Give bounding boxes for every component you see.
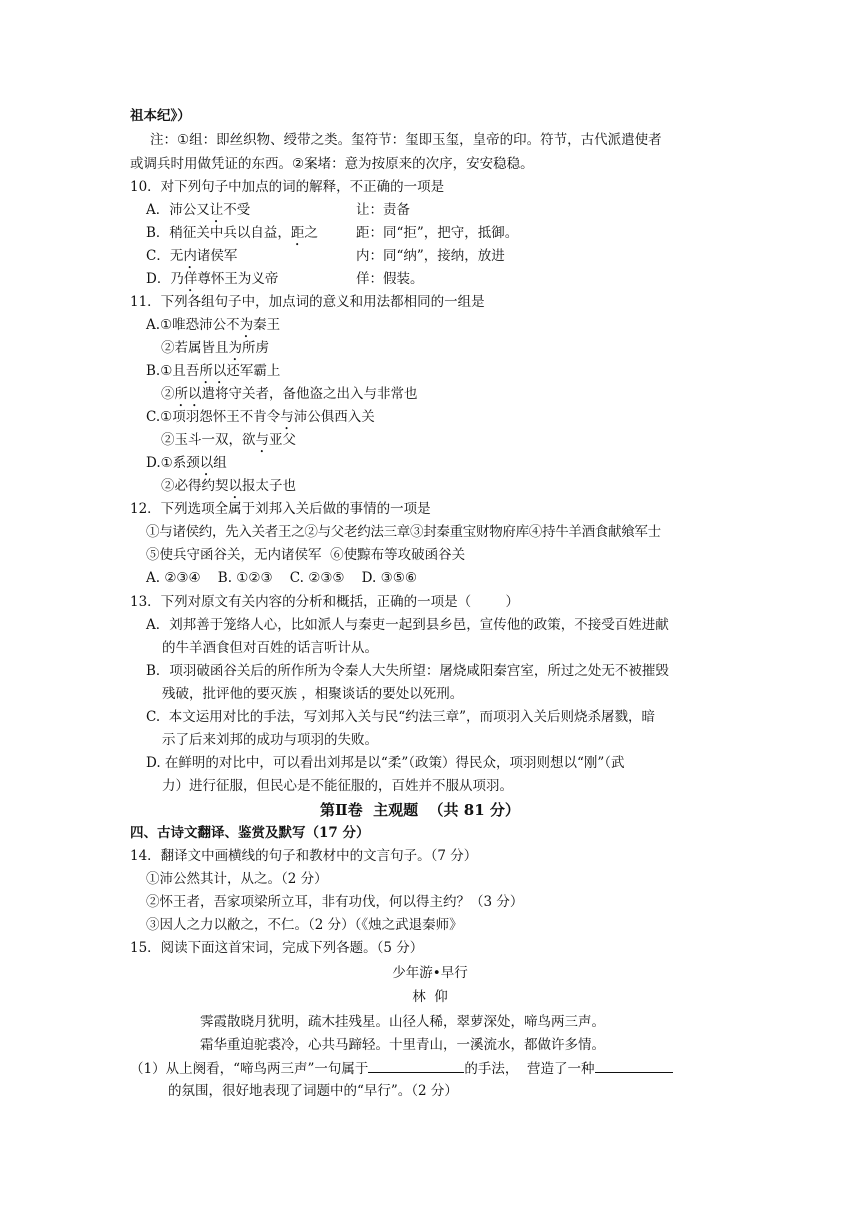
q14-sentence-1: ①沛公然其计，从之。（2 分） [146, 871, 328, 887]
part-4-title: 四、古诗文翻译、鉴赏及默写（17 分） [130, 825, 370, 841]
dotted-word: 与 [280, 409, 294, 425]
poem-line-1: 霁霞散晓月犹明，疏木挂残星。山径人稀，翠萝深处，啼鸟两三声。 [200, 1014, 605, 1030]
q12-stem: 12．下列选项全属于刘邦入关后做的事情的一项是 [130, 501, 431, 517]
q15-stem: 15．阅读下面这首宋词，完成下列各题。（5 分） [130, 940, 424, 956]
option-text: D．乃 [146, 271, 184, 287]
q13-c-line-1: C. 本文运用对比的手法，写刘邦入关与民“约法三章”，而项羽入关后则烧杀屠戮，暗 [146, 709, 656, 725]
sentence-text: ①项羽怨怀王不肯令 [160, 409, 281, 425]
sentence-text: ②必得约契 [161, 478, 229, 494]
q15-sub1-line-2: 的氛围，很好地表现了词题中的“早行”。（2 分） [168, 1083, 458, 1099]
dotted-word: 所以 [199, 363, 227, 379]
q10-stem: 10．对下列句子中加点的词的解释，不正确的一项是 [130, 179, 445, 195]
q10-gloss-d: 佯：假装。 [356, 271, 424, 287]
sentence-text: ①唯恐沛公不 [160, 317, 240, 333]
sentence-text: 所虏 [242, 340, 269, 356]
dotted-word: 内 [183, 248, 197, 264]
answer-blank-1[interactable] [368, 1058, 464, 1073]
q12-line-1: ①与诸侯约，先入关者王之②与父老约法三章③封秦重宝财物府库④持牛羊酒食献飨军士 [146, 524, 661, 540]
sentence-text: ①系颈 [160, 455, 200, 471]
sentence-text: ②若属皆且 [161, 340, 229, 356]
poem-title: 少年游•早行 [392, 965, 468, 981]
q10-gloss-c: 内：同“纳”，接纳，放进 [356, 248, 505, 264]
q13-d-line-2: 力）进行征服，但民心是不能征服的，百姓并不服从项羽。 [162, 778, 513, 794]
sentence-text: ①且吾 [160, 363, 200, 379]
sentence-text: 还军霸上 [226, 363, 281, 379]
poem-line-2: 霜华重迫驼裘冷，心共马蹄轻。十里青山，一溪流水，都做许多情。 [200, 1037, 605, 1053]
note-line-1: 注：①组：即丝织物、绶带之类。玺符节：玺即玉玺，皇帝的印。符节，古代派遣使者 [150, 132, 662, 148]
option-text: 之 [304, 225, 318, 241]
q13-c-line-2: 示了后来刘邦的成功与项羽的失败。 [162, 732, 378, 748]
dotted-word: 为 [239, 317, 254, 333]
dotted-word: 以 [199, 455, 214, 471]
q13-a-line-1: A．刘邦善于笼络人心，比如派人与秦吏一起到县乡邑，宣传他的政策，不接受百姓进献 [146, 617, 669, 633]
q10-gloss-b: 距：同“拒”，把守，抵御。 [356, 225, 519, 241]
sentence-text: 亚父 [269, 432, 296, 448]
q13-b-line-2: 残破，批评他的要灭族 ，相聚谈话的要处以死刑。 [162, 686, 464, 702]
dotted-word: 让 [209, 202, 224, 218]
option-text: 诸侯军 [196, 248, 238, 264]
q12-choices: A. ②③④ B. ①②③ C. ②③⑤ D. ③⑤⑥ [146, 570, 417, 586]
q13-stem: 13．下列对原文有关内容的分析和概括，正确的一项是（ ） [130, 594, 520, 610]
choice-letter: B. [146, 363, 161, 379]
dotted-word: 距 [290, 225, 305, 241]
header-tail: 祖本纪》） [130, 108, 191, 124]
option-text: C．无 [146, 248, 184, 264]
q13-d-line-1: D. 在鲜明的对比中，可以看出刘邦是以“柔”（政策）得民众，项羽则想以“刚”（武 [146, 755, 625, 771]
q14-stem: 14．翻译文中画横线的句子和教材中的文言句子。（7 分） [130, 848, 478, 864]
question-text: 的手法， 营造了一种 [464, 1061, 595, 1077]
q14-sentence-2: ②怀王者，吾家项梁所立耳，非有功伐，何以得主约？（3 分） [146, 894, 524, 910]
q15-sub1-line-1 [130, 1058, 673, 1079]
q12-line-2: ⑤使兵守函谷关，无内诸侯军 ⑥使黥布等攻破函谷关 [146, 547, 466, 563]
choice-letter: D. [146, 455, 161, 471]
q11-stem: 11．下列各组句子中，加点词的意义和用法都相同的一组是 [130, 294, 485, 310]
section-2-title: 第Ⅱ卷 主观题 （共 81 分） [320, 801, 520, 819]
sentence-text: 沛公俱西入关 [293, 409, 375, 425]
q13-a-line-2: 的牛羊酒食但对百姓的话言听计从。 [162, 640, 378, 656]
dotted-word: 以 [228, 478, 242, 494]
note-line-2: 或调兵时用做凭证的东西。②案堵：意为按原来的次序，安安稳稳。 [130, 156, 534, 172]
sentence-text: 遣将守关者，备他盗之出入与非常也 [201, 386, 418, 402]
dotted-word: 与 [255, 432, 269, 448]
dotted-word: 佯 [183, 271, 198, 287]
sentence-text: 秦王 [253, 317, 281, 333]
sentence-text: 报太子也 [242, 478, 296, 494]
dotted-word: 所以 [174, 386, 202, 402]
sentence-text: 组 [213, 455, 227, 471]
question-text: （1）从上阕看，“啼鸟两三声”一句属于 [130, 1061, 369, 1077]
option-text: B．稍征关中兵以自益， [146, 225, 291, 241]
answer-blank-2[interactable] [595, 1058, 673, 1073]
option-text: 不受 [223, 202, 251, 218]
q14-sentence-3: ③因人之力以敝之，不仁。（2 分）（《烛之武退秦师》 [146, 917, 463, 933]
poem-author: 林 仰 [412, 989, 448, 1005]
dotted-word: 为 [228, 340, 242, 356]
choice-letter: A. [146, 317, 161, 333]
choice-letter: C. [146, 409, 161, 425]
sentence-text: ② [161, 386, 175, 402]
q13-b-line-1: B．项羽破函谷关后的所作所为令秦人大失所望：屠烧咸阳秦宫室，所过之处无不被摧毁 [146, 663, 669, 679]
option-text: A．沛公又 [146, 202, 210, 218]
option-text: 尊怀王为义帝 [197, 271, 279, 287]
sentence-text: ②玉斗一双，欲 [161, 432, 256, 448]
q10-gloss-a: 让：责备 [356, 202, 410, 218]
